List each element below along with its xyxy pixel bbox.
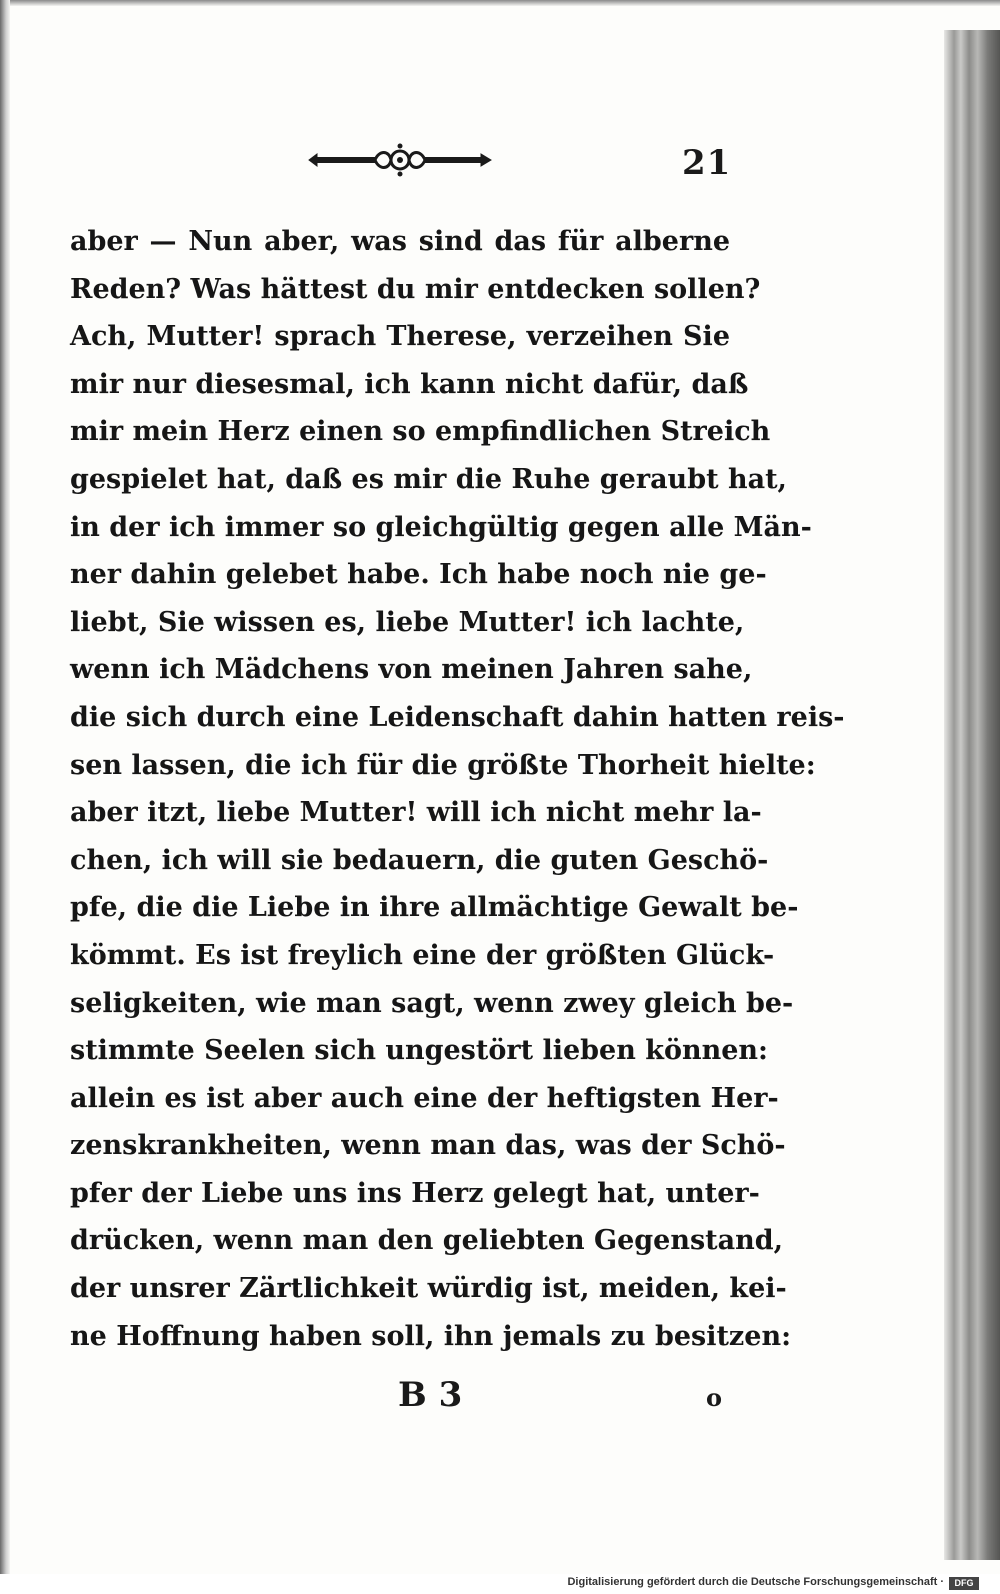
- text-line: aber itzt, liebe Mutter! will ich nicht mehr la-: [70, 797, 762, 829]
- page-top-edge: [0, 0, 1000, 6]
- text-line: pfer der Liebe uns ins Herz gelegt hat, unter-: [70, 1177, 760, 1209]
- text-line: pfe, die die Liebe in ihre allmächtige Gewalt be-: [70, 892, 799, 924]
- text-line: kömmt. Es ist freylich eine der größten Glück-: [70, 939, 775, 971]
- signature-mark: B 3: [398, 1375, 463, 1415]
- dfg-logo-icon: DFG: [949, 1577, 979, 1590]
- text-line: Ach, Mutter! sprach Therese, verzeihen Sie: [70, 321, 730, 353]
- text-line: der unsrer Zärtlichkeit würdig ist, meiden, kei-: [70, 1273, 787, 1305]
- text-line: gespielet hat, daß es mir die Ruhe geraubt hat,: [70, 463, 787, 495]
- text-line: ne Hoffnung haben soll, ihn jemals zu besitzen:: [70, 1320, 792, 1352]
- body-text: [70, 218, 845, 1360]
- text-line: allein es ist aber auch eine der heftigsten Her-: [70, 1082, 779, 1114]
- text-line: mir nur diesesmal, ich kann nicht dafür, daß: [70, 368, 749, 400]
- text-line: aber — Nun aber, was sind das für alberne: [70, 226, 730, 257]
- text-line: liebt, Sie wissen es, liebe Mutter! ich lachte,: [70, 606, 745, 638]
- page-number: 21: [682, 143, 732, 183]
- text-line: in der ich immer so gleichgültig gegen alle Män-: [70, 511, 812, 543]
- text-line: chen, ich will sie bedauern, die guten Geschö-: [70, 844, 769, 876]
- text-line: mir mein Herz einen so empfindlichen Streich: [70, 416, 771, 448]
- text-line: wenn ich Mädchens von meinen Jahren sahe,: [70, 654, 753, 686]
- text-line: die sich durch eine Leidenschaft dahin hatten reis-: [70, 701, 845, 733]
- text-line: ner dahin gelebet habe. Ich habe noch nie ge-: [70, 559, 767, 591]
- text-line: drücken, wenn man den geliebten Gegenstand,: [70, 1225, 784, 1257]
- text-line: sen lassen, die ich für die größte Thorheit hielte:: [70, 749, 816, 781]
- text-line: Reden? Was hättest du mir entdecken sollen?: [70, 273, 761, 305]
- text-line: seligkeiten, wie man sagt, wenn zwey gleich be-: [70, 987, 794, 1019]
- text-line: stimmte Seelen sich ungestört lieben können:: [70, 1035, 768, 1067]
- catchword: o: [706, 1383, 723, 1412]
- digitization-credit: Digitalisierung gefördert durch die Deutsche Forschungsgemeinschaft ·: [567, 1576, 944, 1588]
- page-left-edge: [0, 0, 10, 1594]
- ornament-rule-icon: [305, 140, 495, 180]
- text-line: zenskrankheiten, wenn man das, was der Schö-: [70, 1130, 786, 1162]
- book-spine-edge: [944, 30, 1000, 1560]
